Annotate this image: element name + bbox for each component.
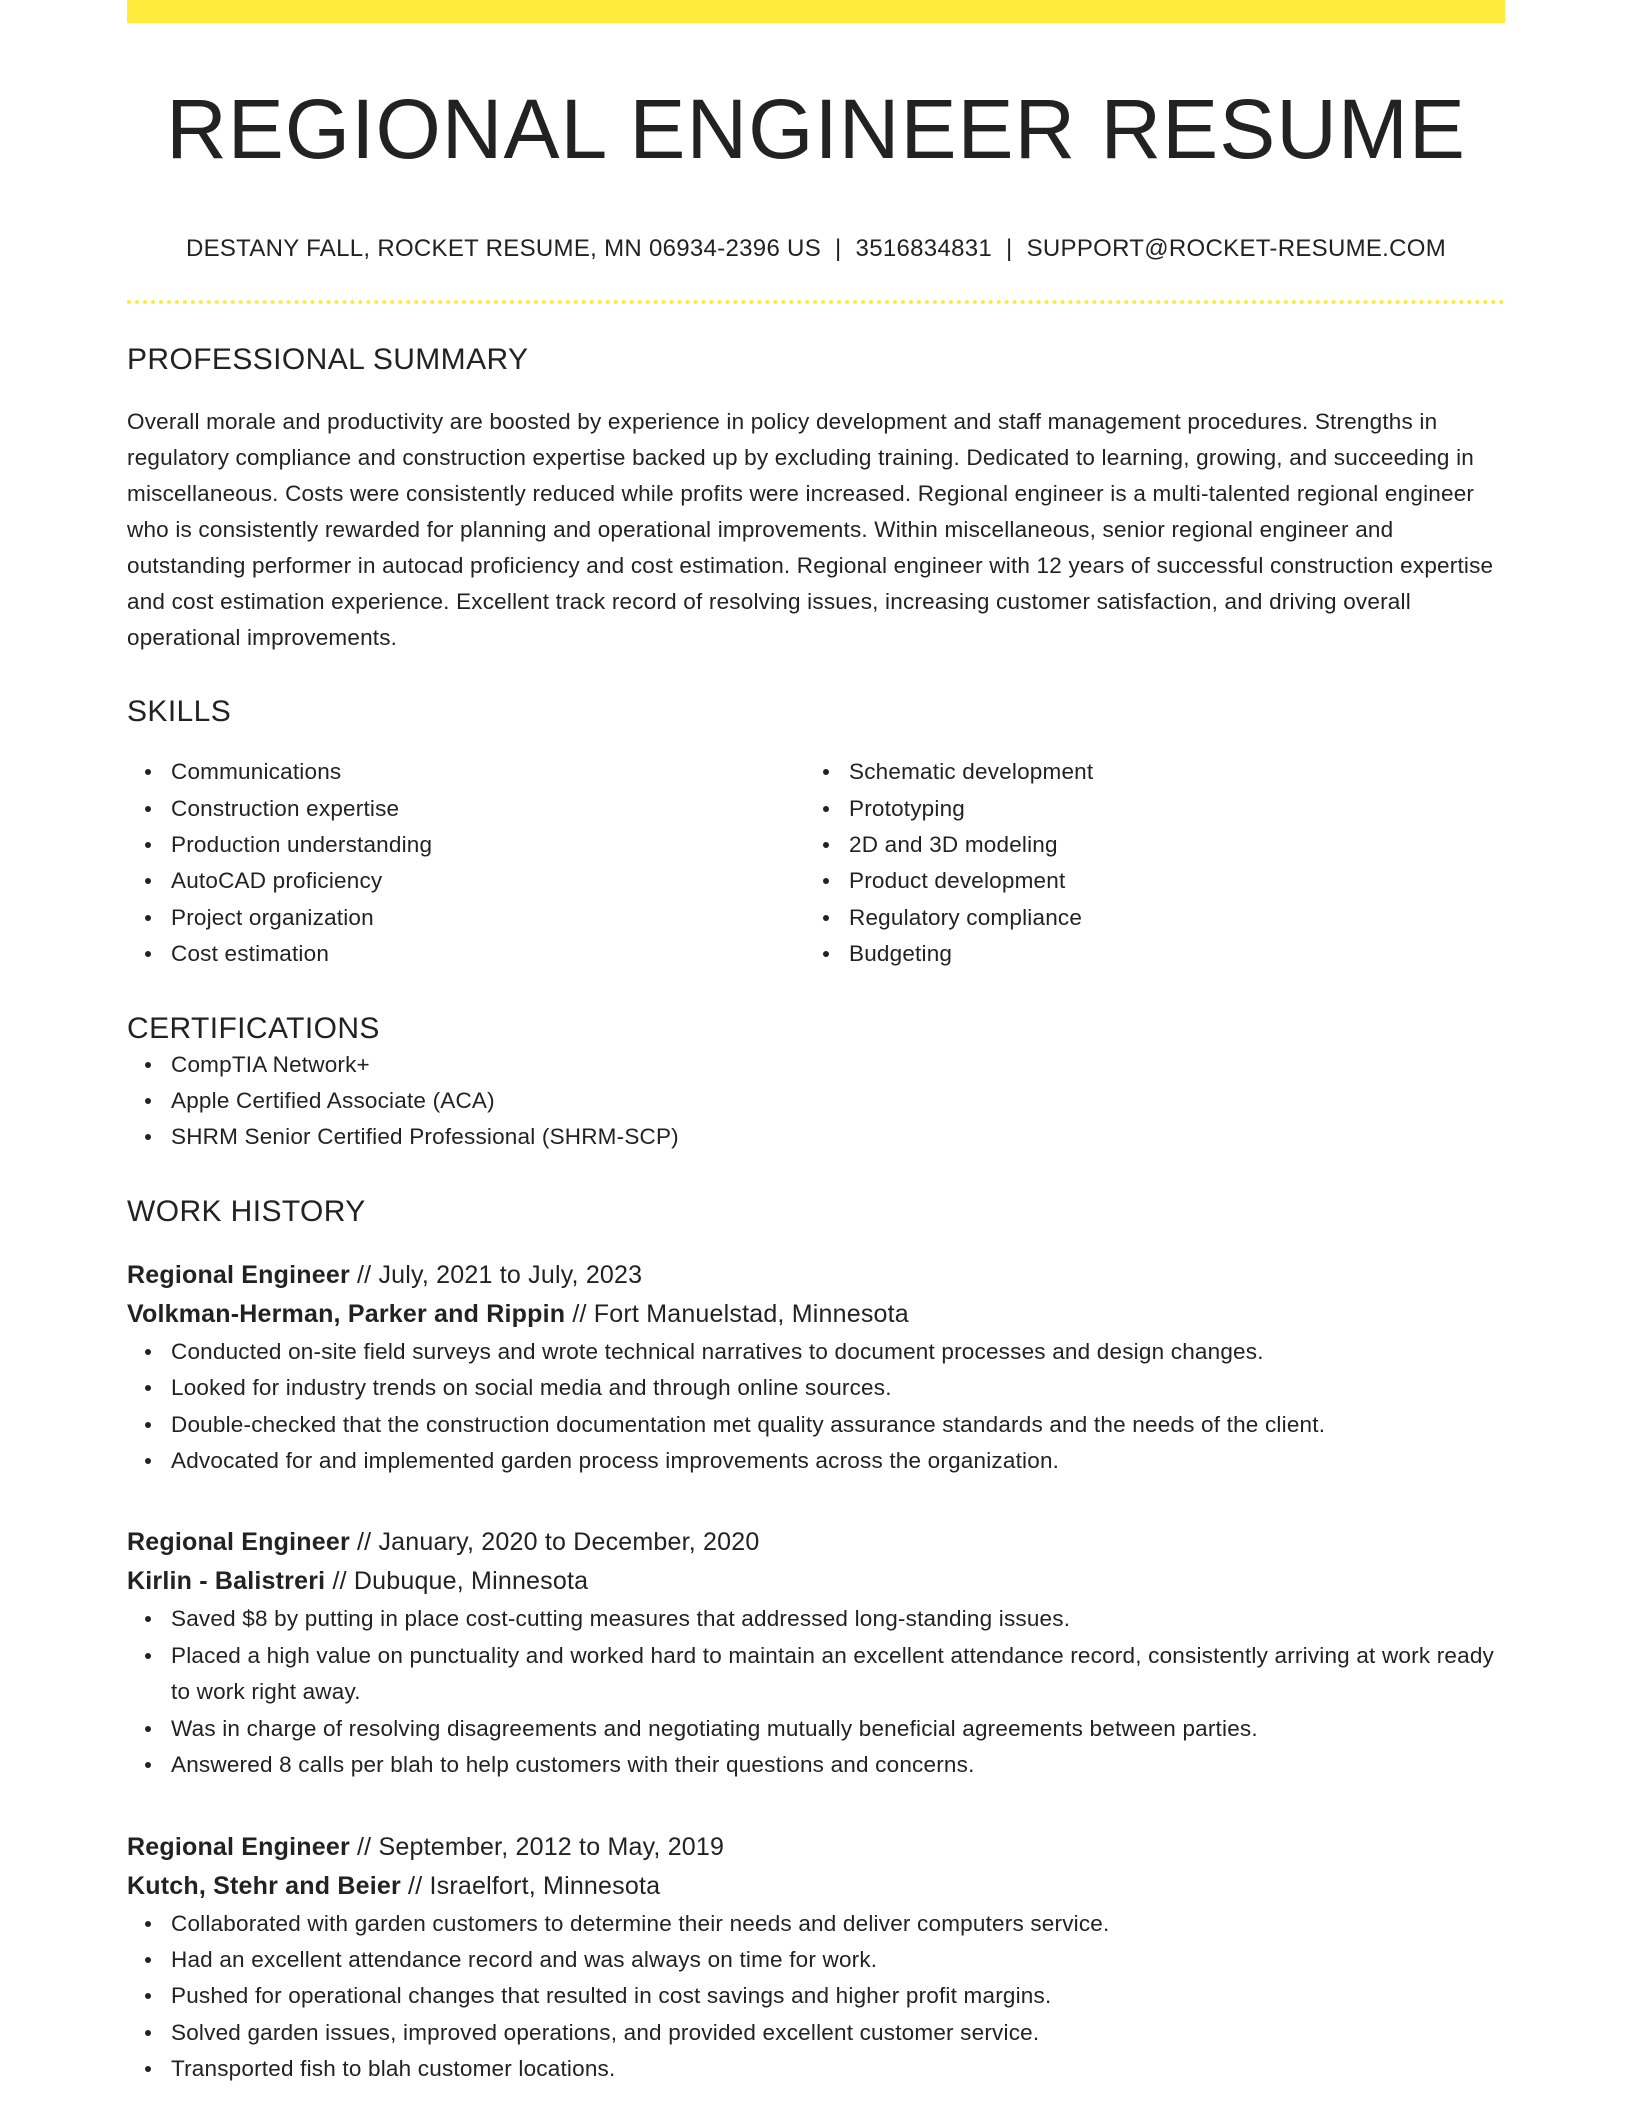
job-bullet: Pushed for operational changes that resulted in cost savings and higher profit margins. [127,1978,1505,2014]
contact-phone: 3516834831 [855,235,993,263]
job-separator: // [349,1260,379,1289]
job-location: Israelfort, Minnesota [429,1871,661,1900]
job-bullet: Saved $8 by putting in place cost-cutting measures that addressed long-standing issues. [127,1601,1505,1637]
job-bullet: Was in charge of resolving disagreements and negotiating mutually beneficial agreements between parties. [127,1711,1505,1747]
job-bullets [127,1601,1505,1783]
contact-separator: | [1006,235,1013,263]
job-bullet: Collaborated with garden customers to determine their needs and deliver computers service. [127,1906,1505,1942]
summary-text: Overall morale and productivity are boosted by experience in policy development and staff management procedures. Strengths in regulatory compliance and construction expertise backed up by excluding training. Dedicated to learning, growing, and succeeding in miscellaneous. Costs were consistently reduced while profits were increased. Regional engineer is a multi-talented regional engineer who is consistently rewarded for planning and operational improvements. Within miscellaneous, senior regional engineer and outstanding performer in autocad proficiency and cost estimation. Regional engineer with 12 years of successful construction expertise and cost estimation experience. Excellent track record of resolving issues, increasing customer satisfaction, and driving overall operational improvements. [127,409,1494,651]
skills-column-right [805,754,1483,972]
job-separator: // [349,1528,379,1557]
skill-item: Regulatory compliance [805,900,1483,936]
summary-heading: PROFESSIONAL SUMMARY [127,343,529,377]
skill-item: Cost estimation [127,936,805,972]
skills-list [127,754,1505,972]
certifications-list [127,1047,1505,1156]
skill-item: Communications [127,754,805,790]
work-history-heading: WORK HISTORY [127,1194,366,1228]
skill-item: Budgeting [805,936,1483,972]
job-bullet: Double-checked that the construction documentation met quality assurance standards and the needs of the client. [127,1407,1505,1443]
job-title-line [127,1523,1505,1562]
job-company-line [127,1562,1505,1601]
resume-title: REGIONAL ENGINEER RESUME [166,82,1466,176]
skills-heading: SKILLS [127,695,232,729]
skill-item: Prototyping [805,791,1483,827]
job-dates: September, 2012 to May, 2019 [378,1832,725,1861]
job-dates: July, 2021 to July, 2023 [378,1260,643,1289]
job-bullet: Transported fish to blah customer locations. [127,2051,1505,2087]
job-separator: // [349,1832,379,1861]
skill-item: Production understanding [127,827,805,863]
contact-separator: | [835,235,842,263]
resume-page [127,0,1505,2088]
skill-item: Project organization [127,900,805,936]
job-company-line [127,1295,1505,1334]
job-bullets [127,1334,1505,1480]
job-title: Regional Engineer [127,1260,350,1289]
skill-item: AutoCAD proficiency [127,863,805,899]
job-bullet: Placed a high value on punctuality and worked hard to maintain an excellent attendance record, consistently arriving at work ready to work right away. [127,1638,1505,1711]
certifications-heading: CERTIFICATIONS [127,1011,380,1045]
contact-address: DESTANY FALL, ROCKET RESUME, MN 06934-2396 US [185,235,821,263]
job-bullet: Solved garden issues, improved operations, and provided excellent customer service. [127,2015,1505,2051]
job-entry [127,1256,1505,1480]
job-bullet: Looked for industry trends on social media and through online sources. [127,1370,1505,1406]
job-dates: January, 2020 to December, 2020 [378,1528,760,1557]
job-bullet: Advocated for and implemented garden process improvements across the organization. [127,1443,1505,1479]
job-location: Dubuque, Minnesota [353,1567,589,1596]
skills-column-left [127,754,805,972]
job-company: Kirlin - Balistreri [127,1567,326,1596]
contact-line [127,235,1505,264]
dotted-divider [127,300,1505,304]
job-title-line [127,1256,1505,1295]
skill-item: 2D and 3D modeling [805,827,1483,863]
certification-item: CompTIA Network+ [127,1047,1505,1083]
certification-item: Apple Certified Associate (ACA) [127,1083,1505,1119]
top-accent-bar [127,0,1505,23]
job-company-line [127,1867,1505,1906]
job-separator: // [325,1567,354,1596]
job-entry [127,1523,1505,1783]
job-bullets [127,1906,1505,2088]
job-bullet: Conducted on-site field surveys and wrote technical narratives to document processes and design changes. [127,1334,1505,1370]
job-location: Fort Manuelstad, Minnesota [593,1299,909,1328]
job-company: Volkman-Herman, Parker and Rippin [127,1299,566,1328]
certification-item: SHRM Senior Certified Professional (SHRM-SCP) [127,1119,1505,1155]
job-bullet: Answered 8 calls per blah to help customers with their questions and concerns. [127,1747,1505,1783]
job-separator: // [565,1299,594,1328]
job-title: Regional Engineer [127,1528,350,1557]
job-title: Regional Engineer [127,1832,350,1861]
skill-item: Schematic development [805,754,1483,790]
skill-item: Construction expertise [127,791,805,827]
contact-email: SUPPORT@ROCKET-RESUME.COM [1026,235,1447,263]
job-entry [127,1828,1505,2088]
job-separator: // [400,1871,430,1900]
skill-item: Product development [805,863,1483,899]
job-bullet: Had an excellent attendance record and was always on time for work. [127,1942,1505,1978]
job-company: Kutch, Stehr and Beier [127,1871,401,1900]
job-title-line [127,1828,1505,1867]
